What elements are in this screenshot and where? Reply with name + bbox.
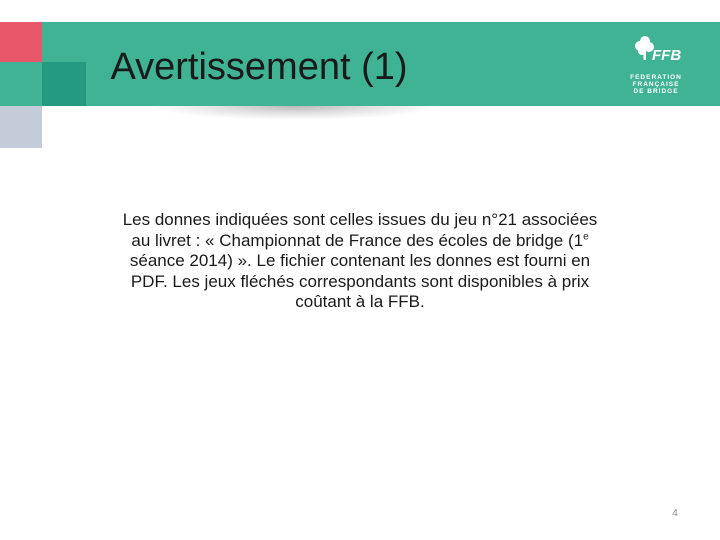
page-number: 4 [672, 508, 678, 519]
body-text-superscript: e [583, 230, 589, 242]
body-text-part2: séance 2014) ». Le fichier contenant les donnes est fourni en PDF. Les jeux fléchés correspondants sont disponibles à prix coûtant à la FFB. [129, 251, 591, 311]
logo-line-1: FEDERATION [630, 74, 682, 81]
logo-ffb-text: FFB [652, 47, 682, 64]
body-text-part1: Les donnes indiquées sont celles issues du jeu n°21 associées au livret : « Championnat de France des écoles de bridge (1 [122, 210, 598, 250]
slide-title: Avertissement (1) [110, 46, 408, 88]
logo-line-3: DE BRIDGE [633, 88, 679, 95]
decor-square-red [0, 22, 42, 62]
logo-line-2: FRANÇAISE [632, 81, 680, 88]
decor-square-teal [0, 62, 42, 106]
title-shadow [150, 106, 440, 120]
slide-body [120, 210, 600, 313]
decor-square-grey [0, 106, 42, 148]
decor-square-dark [42, 62, 86, 106]
